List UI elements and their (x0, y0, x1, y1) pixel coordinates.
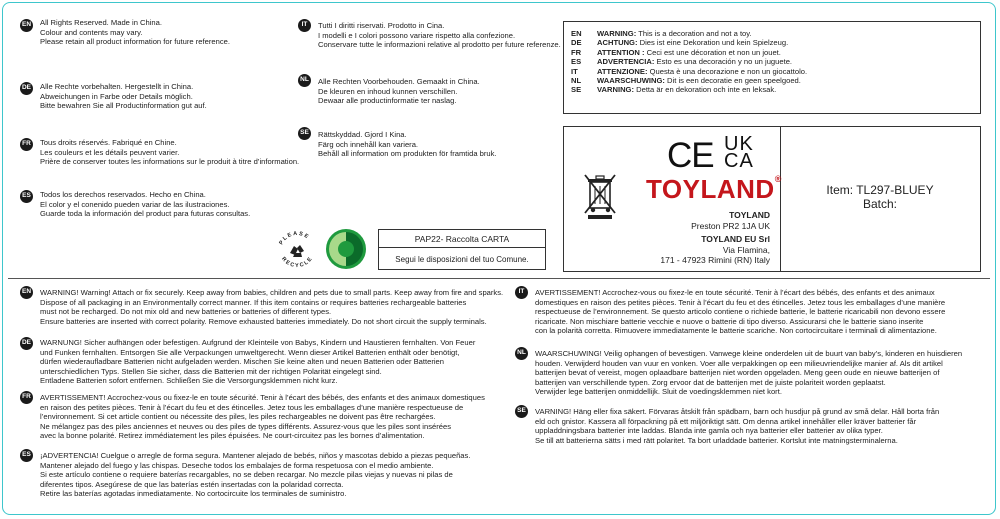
info-line: Bitte bewahren Sie all Productinformation gut auf. (40, 101, 207, 110)
green-dot-icon (325, 228, 367, 270)
badge-en-bottom: EN (20, 286, 33, 299)
warning-lang: SE (571, 85, 582, 95)
recycle-word-text: RECYCLE (280, 255, 315, 270)
warning-key: VARNING: (597, 85, 634, 95)
warning-row (571, 38, 807, 47)
warning-en (40, 288, 503, 326)
warning-de (40, 338, 475, 386)
weee-crossed-bin-icon (583, 172, 617, 220)
warning-line: avec la bonne polarité. Retirez immédiatement les piles épuisées. Ne court-circuitez pas les bornes d’alimentation. (40, 431, 425, 440)
eu-company: TOYLAND EU Srl (701, 234, 770, 244)
info-line: De kleuren en inhoud kunnen verschillen. (318, 86, 458, 96)
warning-line: dürfen wiederaufladbare Batterien nicht aufgeladen werden. Mischen Sie keine alten und neuen Batterien oder Batterien (40, 357, 445, 366)
info-line: I modelli e I colori possono variare rispetto alla confezione. (318, 30, 516, 40)
ce-mark: CE (667, 136, 714, 175)
badge-es-top: ES (20, 190, 33, 203)
warning-line: AVERTISSEMENT! Accrochez-vous ou fixez-le en toute sécurité. Tenir à l’écart des bébés, des enfants et des animaux (535, 288, 935, 297)
warning-row (571, 48, 807, 57)
warning-line: Verwijder lege batterijen onmiddellijk. Sluit de voedingsklemmen niet kort. (535, 387, 782, 396)
warning-text: This is a decoration and not a toy. (638, 29, 752, 38)
info-line: El color y el conenido pueden variar de las ilustraciones. (40, 199, 230, 209)
warning-line: Entladene Batterien sofort entfernen. Schließen Sie die Versorgungsklemmen nicht kurz. (40, 376, 338, 385)
warning-line: Si este artículo contiene o requiere baterías recargables, no se deben recargar. No mezcle pilas viejas y nuevas ni pilas de (40, 470, 453, 479)
warning-line: l’environnement. Si cet article contient ou nécessite des piles, les piles rechargeables ne doivent pas être rechargées. (40, 412, 436, 421)
warning-row (571, 57, 807, 66)
warning-line: batterijen van verschillende typen. Zorg ervoor dat de batterijen met de juiste polariteit worden geplaatst. (535, 377, 886, 387)
info-en (40, 18, 230, 47)
info-de (40, 82, 207, 111)
badge-se-top: SE (298, 127, 311, 140)
info-line: Rättskyddad. Gjord I Kina. (318, 130, 407, 139)
badge-nl-bottom: NL (515, 347, 528, 360)
warning-text: Dies ist eine Dekoration und kein Spielzeug. (639, 38, 789, 48)
warning-line: unterschiedlichen Typs. Stellen Sie sicher, dass die Batterien mit der richtigen Polarität eingelegt sind. (40, 366, 382, 376)
brand-name: TOYLAND (646, 174, 775, 204)
warning-line: ricaricate. Non mischiare batterie vecchie e nuove o batterie di tipo diverso. Assicurarsi che le batterie siano inserite (535, 316, 924, 326)
warning-se (535, 407, 939, 445)
warning-line: VARNING! Häng eller fixa säkert. Förvaras åtskilt från spädbarn, barn och husdjur på grund av små delar. Håll borta från (535, 407, 940, 416)
warning-nl (535, 349, 962, 397)
batch-label: Batch: (862, 197, 898, 211)
warning-line: respectueuse de l’environnement. Se questo articolo contiene o richiede batterie, le batterie ricaricabili non devono essere (535, 307, 946, 316)
warning-key: ATTENZIONE: (597, 66, 648, 76)
warning-line: Se till att batterierna sätts i med rätt polaritet. Ta bort urladdade batterier. Kortslut inte matningsterminalerna. (535, 435, 898, 445)
eu-address-1: Via Flamina, (722, 244, 770, 255)
recycle-please-text: PLEASE (278, 230, 311, 247)
svg-text:PLEASE (278, 231, 310, 246)
warning-row (571, 85, 807, 94)
item-code: Item: TL297-BLUEY (826, 183, 934, 197)
warning-lang: NL (571, 76, 582, 86)
warning-key: ACHTUNG: (597, 38, 638, 48)
info-nl (318, 77, 480, 106)
warning-lang: EN (571, 29, 582, 38)
info-line: Dewaar alle productinformatie ter naslag. (318, 96, 457, 105)
warning-it (535, 288, 945, 336)
info-line: Tutti I diritti riservati. Prodotto in Cina. (318, 21, 445, 30)
warning-line: WARNUNG! Sicher aufhängen oder befestigen. Aufgrund der Kleinteile von Babys, Kindern und Haustieren fernhalten. Von Feuer (40, 338, 476, 347)
please-recycle-icon (273, 225, 321, 273)
warning-lang: DE (571, 38, 582, 48)
warning-row (571, 67, 807, 76)
warning-fr (40, 393, 485, 441)
badge-de-top: DE (20, 82, 33, 95)
warning-lang: IT (571, 66, 578, 76)
warning-text: Detta är en dekoration och inte en leksak. (636, 85, 777, 95)
info-line: Todos los derechos reservados. Hecho en China. (40, 190, 206, 199)
warning-line: Mantener alejado del fuego y las chispas. Deseche todos los embalajes de forma respetuosa con el medio ambiente. (40, 460, 434, 470)
badge-nl-top: NL (298, 74, 311, 87)
registered-mark: ® (774, 174, 782, 184)
uk-address: Preston PR2 1JA UK (691, 220, 770, 231)
ukca-top: UK (724, 133, 754, 155)
warning-key: WAARSCHUWING: (597, 76, 665, 86)
info-es (40, 190, 250, 219)
info-line: Abweichungen in Farbe oder Details möglich. (40, 91, 193, 101)
warning-line: Retire las baterías agotadas inmediatamente. No cortocircuite los terminales de suministro. (40, 489, 347, 498)
warning-key: ADVERTENCIA: (597, 57, 655, 67)
pap-subtitle: Segui le disposizioni del tuo Comune. (395, 255, 529, 264)
warning-es (40, 451, 470, 499)
warning-lang: FR (571, 47, 582, 57)
warning-line: AVERTISSEMENT! Accrochez-vous ou fixez-le en toute sécurité. Tenir à l’écart des bébés, des enfants et des animaux domestiques (40, 393, 485, 402)
warning-line: batterijen bevat of vereist, mogen oplaadbare batterijen niet worden opgeladen. Meng geen oude en nieuwe batterijen of (535, 368, 940, 377)
badge-se-bottom: SE (515, 405, 528, 418)
warning-row (571, 29, 807, 38)
warning-text: Ceci est une décoration et non un jouet. (646, 47, 781, 57)
warning-line: diferentes tipos. Asegúrese de que las baterías estén insertadas con la polaridad correcta. (40, 479, 344, 489)
warning-line: und Funken fernhalten. Entsorgen Sie alle Verpackungen umweltgerecht. Wenn dieser Artikel Batterien enthält oder benötigt, (40, 347, 460, 357)
ukca-mark (724, 133, 754, 172)
warning-line: domestiques en raison des petites pièces. Tenir à l’écart du feu et des étincelles. Jetez tous les emballages d’une manière (535, 297, 946, 307)
info-line: Les couleurs et les détails peuvent varier. (40, 147, 180, 157)
warning-line: con la polarità corretta. Rimuovere immediatamente le batterie scariche. Non cortocircuitare i terminali di alimentazione. (535, 326, 937, 335)
section-divider (8, 278, 990, 279)
info-line: All Rights Reserved. Made in China. (40, 18, 162, 27)
warning-line: en raison des petites pièces. Tenir à l’écart du feu et des étincelles. Jetez tous les emballages d’une manière respectueuse de (40, 402, 464, 412)
uk-company: TOYLAND (729, 210, 770, 220)
info-it (318, 21, 561, 50)
info-line: Please retain all product information for future reference. (40, 37, 230, 46)
info-fr (40, 138, 299, 167)
info-line: Prière de conserver toutes les informations sur le produit à titre d’information. (40, 157, 300, 166)
badge-fr-bottom: FR (20, 391, 33, 404)
pap-title: PAP22- Raccolta CARTA (414, 234, 510, 244)
brand-logo (646, 174, 782, 205)
item-info (790, 183, 970, 211)
warning-line: WAARSCHUWING! Veilig ophangen of bevestigen. Vanwege kleine onderdelen uit de buurt van baby’s, kinderen en huisdieren (535, 349, 963, 358)
pap-divider (378, 247, 546, 248)
badge-it-top: IT (298, 19, 311, 32)
badge-en-top: EN (20, 19, 33, 32)
warning-text: Dit is een decoratie en geen speelgoed. (667, 76, 801, 86)
warning-text: Esto es una decoración y no un juguete. (656, 57, 793, 67)
warning-line: must not be recharged. Do not mix old and new batteries or batteries of different types. (40, 307, 332, 316)
info-line: Färg och innehåll kan variera. (318, 139, 419, 149)
warning-line: houden. Verwijderd houden van vuur en vonken. Voer alle verpakkingen op een milieuvriendelijke manier af. Als dit artikel (535, 358, 943, 368)
warning-line: uppladdningsbara batterier inte laddas. Blanda inte gamla och nya batterier eller batterier av olika typer. (535, 426, 883, 435)
info-line: Tous droits réservés. Fabriqué en Chine. (40, 138, 177, 147)
badge-es-bottom: ES (20, 449, 33, 462)
info-line: Alle Rechten Voorbehouden. Gemaakt in China. (318, 77, 480, 86)
info-line: Alle Rechte vorbehalten. Hergestellt in China. (40, 82, 194, 91)
warning-line: Dispose of all packaging in an Environmentally correct manner. If this item contains or requires batteries rechargeable batteries (40, 297, 467, 307)
badge-de-bottom: DE (20, 337, 33, 350)
warning-line: WARNING! Warning! Attach or fix securely. Keep away from babies, children and pets due to small parts. Keep away from fire and sparks. (40, 288, 504, 297)
warning-list (571, 29, 807, 95)
warning-line: eld och gnistor. Kassera all förpackning på ett miljöriktigt sätt. Om denna artikel innehåller eller kräver batterier får (535, 416, 917, 426)
ukca-bottom: CA (724, 150, 754, 172)
badge-fr-top: FR (20, 138, 33, 151)
warning-key: WARNING: (597, 29, 637, 38)
warning-line: Ensure batteries are inserted with correct polarity. Remove exhausted batteries immediately. Do not short circuit the supply terminals. (40, 316, 487, 326)
info-se (318, 130, 497, 159)
address-block (660, 210, 770, 266)
warning-text: Questa è una decorazione e non un giocattolo. (649, 66, 808, 76)
badge-it-bottom: IT (515, 286, 528, 299)
info-line: Behåll all information om produkten för framtida bruk. (318, 149, 497, 158)
warning-lang: ES (571, 57, 582, 67)
warning-line: Ne mélangez pas des piles anciennes et neuves ou des piles de types différents. Assurez-vous que les piles sont insérées (40, 421, 452, 431)
info-line: Guarde toda la información del product para futuras consultas. (40, 209, 251, 218)
warning-row (571, 76, 807, 85)
warning-key: ATTENTION : (597, 47, 645, 57)
warning-line: ¡ADVERTENCIA! Cuelgue o arregle de forma segura. Mantener alejado de bebés, niños y mascotas debido a piezas pequeñas. (40, 451, 471, 460)
svg-text:RECYCLE (280, 256, 314, 270)
eu-address-2: 171 - 47923 Rimini (RN) Italy (660, 255, 770, 265)
info-line: Colour and contents may vary. (40, 27, 143, 37)
info-line: Conservare tutte le informazioni relative al prodotto per future referenze. (318, 40, 561, 49)
